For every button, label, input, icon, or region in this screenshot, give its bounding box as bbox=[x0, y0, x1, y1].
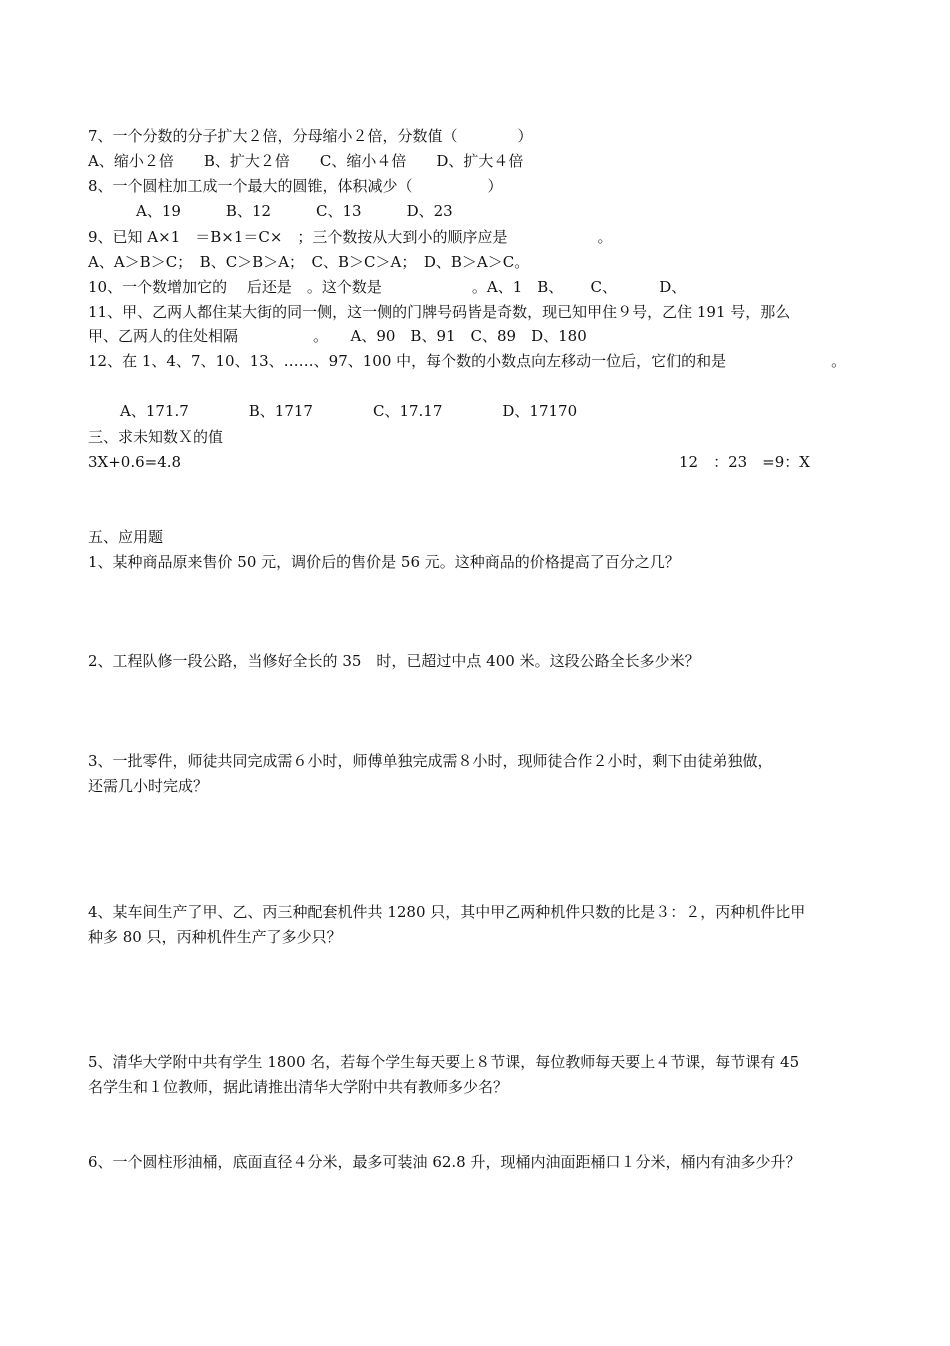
question-9-options: A、A＞B＞C； B、C＞B＞A； C、B＞C＞A； D、B＞A＞C。 bbox=[88, 253, 530, 271]
question-7-options: A、缩小２倍 B、扩大２倍 C、缩小４倍 D、扩大４倍 bbox=[88, 152, 524, 170]
problem-3-line-1: 3、一批零件，师徒共同完成需６小时，师傅单独完成需８小时，现师徒合作２小时，剩下由徒弟独做， bbox=[88, 752, 773, 770]
problem-3-line-2: 还需几小时完成？ bbox=[88, 777, 209, 795]
section-5-title: 五、应用题 bbox=[88, 528, 164, 546]
problem-2: 2、工程队修一段公路，当修好全长的 35 时，已超过中点 400 米。这段公路全长多少米？ bbox=[88, 652, 700, 670]
problem-5-line-2: 名学生和１位教师，据此请推出清华大学附中共有教师多少名？ bbox=[88, 1078, 509, 1096]
question-9-stem: 9、已知 A×1 ＝B×1＝C× ；三个数按从大到小的顺序应是 。 bbox=[88, 228, 613, 246]
problem-4-line-1: 4、某车间生产了甲、乙、丙三种配套机件共 1280 只，其中甲乙两种机件只数的比是３：２，丙种机件比甲 bbox=[88, 903, 806, 921]
question-8-stem: 8、一个圆柱加工成一个最大的圆锥，体积减少（ ） bbox=[88, 177, 503, 195]
question-8-options: A、19 B、12 C、13 D、23 bbox=[136, 202, 453, 220]
question-12-stem: 12、在 1、4、7、10、13、……、97、100 中，每个数的小数点向左移动一位后，它们的和是 。 bbox=[88, 352, 847, 370]
section-3-title: 三、求未知数Ｘ的值 bbox=[88, 428, 224, 446]
problem-1: 1、某种商品原来售价 50 元，调价后的售价是 56 元。这种商品的价格提高了百分之几？ bbox=[88, 553, 680, 571]
equation-1: 3X+0.6=4.8 bbox=[88, 453, 182, 471]
question-11-line-2: 甲、乙两人的住处相隔 。 A、90 B、91 C、89 D、180 bbox=[88, 327, 587, 345]
question-12-options: A、171.7 B、1717 C、17.17 D、17170 bbox=[120, 402, 578, 420]
question-11-line-1: 11、甲、乙两人都住某大街的同一侧，这一侧的门牌号码皆是奇数，现已知甲住９号，乙住 191 号，那么 bbox=[88, 303, 791, 321]
problem-4-line-2: 种多 80 只，丙种机件生产了多少只？ bbox=[88, 928, 342, 946]
question-7-stem: 7、一个分数的分子扩大２倍，分母缩小２倍，分数值（ ） bbox=[88, 127, 533, 145]
problem-6: 6、一个圆柱形油桶，底面直径４分米，最多可装油 62.8 升，现桶内油面距桶口１分米，桶内有油多少升？ bbox=[88, 1153, 801, 1171]
question-10-stem: 10、一个数增加它的 后还是 。这个数是 。A、1 B、 C、 D、 bbox=[88, 278, 687, 296]
equation-2: 12 ：23 =9：X bbox=[679, 453, 810, 471]
problem-5-line-1: 5、清华大学附中共有学生 1800 名，若每个学生每天要上８节课，每位教师每天要上４节课，每节课有 45 bbox=[88, 1053, 800, 1071]
